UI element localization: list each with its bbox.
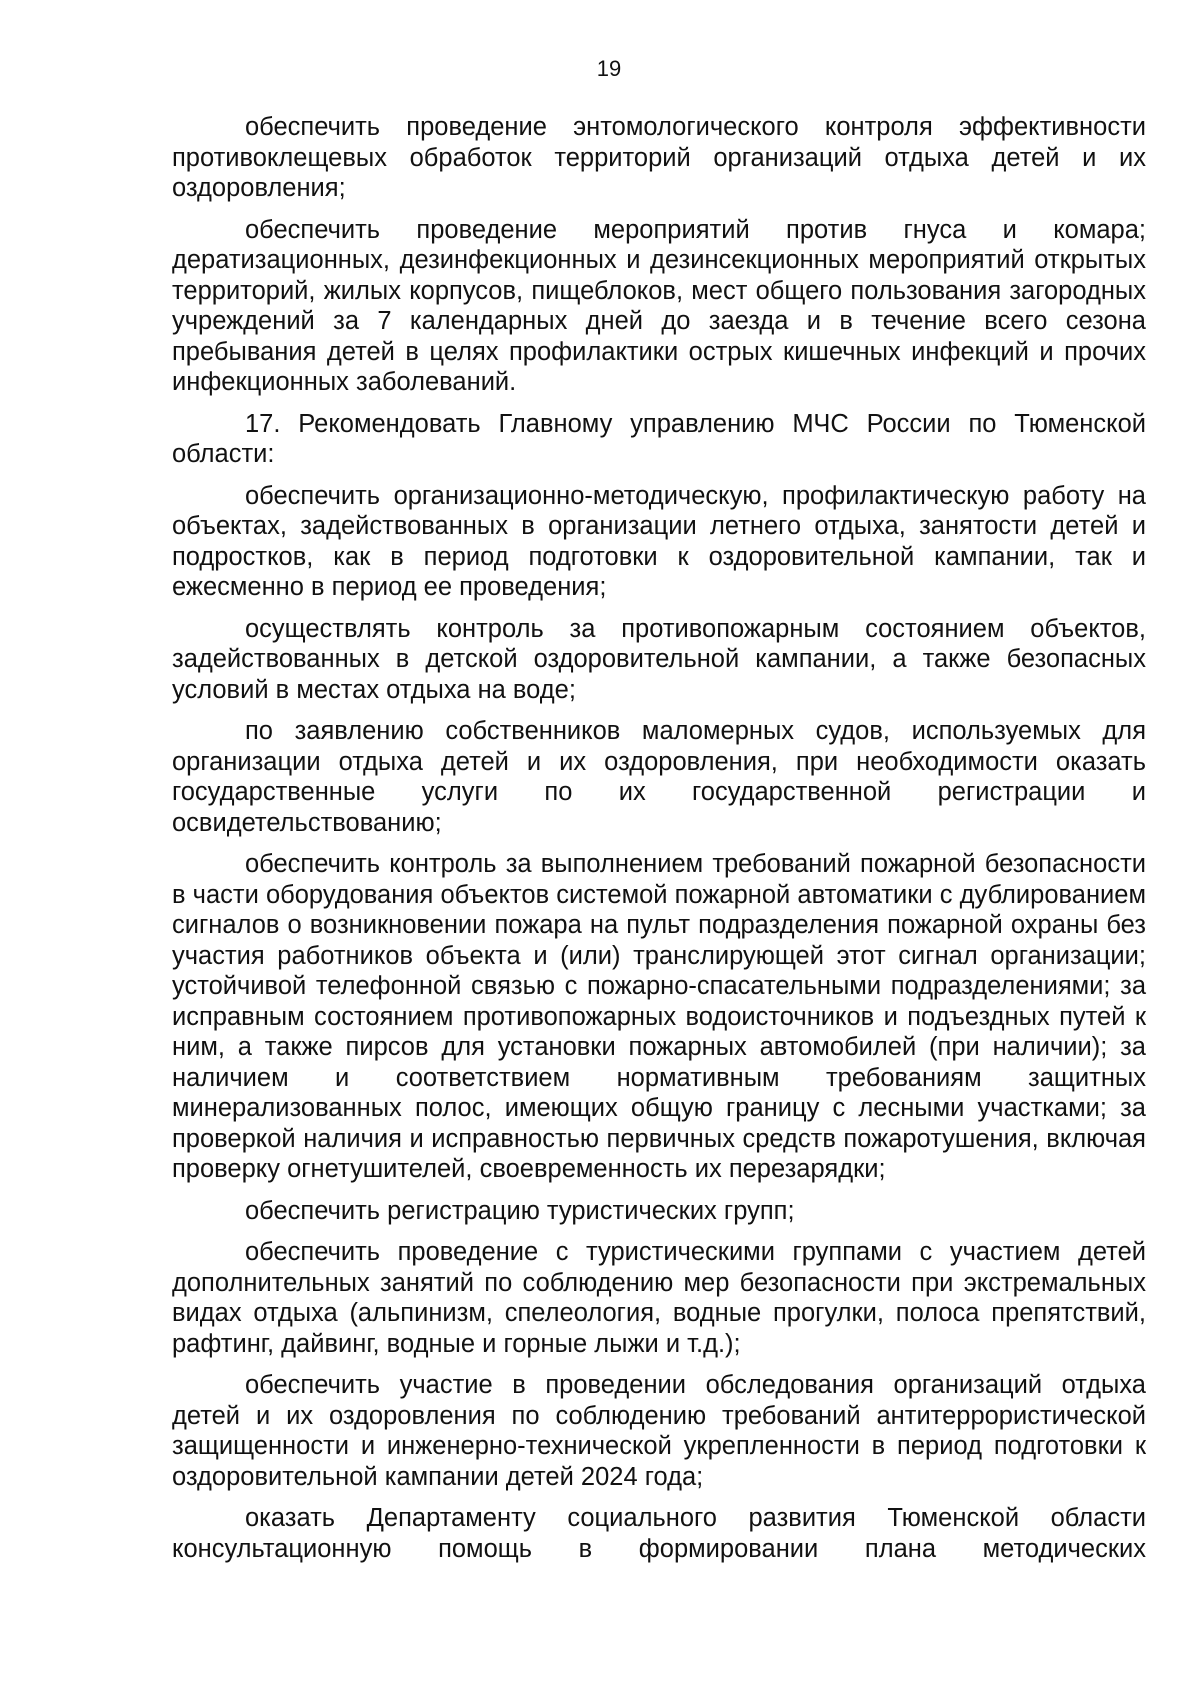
- paragraph-pest-control-measures: обеспечить проведение мероприятий против гнуса и комара; дератизационных, дезинфекционных и дезинсекционных мероприятий открытых территорий, жилых корпусов, пищеблоков, мест общего пользования загородных учреждений за 7 календарных дней до заезда и в течение всего сезона пребывания детей в целях профилактики острых кишечных инфекций и прочих инфекционных заболеваний.: [172, 215, 1146, 396]
- paragraph-methodological-work: обеспечить организационно-методическую, профилактическую работу на объектах, задействованных в организации летнего отдыха, занятости детей и подростков, как в период подготовки к оздоровительной кампании, так и ежесменно в период ее проведения;: [172, 481, 1146, 601]
- paragraph-extreme-recreation-safety: обеспечить проведение с туристическими группами с участием детей дополнительных занятий по соблюдению мер безопасности при экстремальных видах отдыха (альпинизм, спелеология, водные прогулки, полоса препятствий, рафтинг, дайвинг, водные и горные лыжи и т.д.);: [172, 1238, 1146, 1358]
- paragraph-consultation-assistance: оказать Департаменту социального развития Тюменской области консультационную помощь в формировании плана методических: [172, 1504, 1146, 1563]
- document-body: [172, 112, 1146, 1575]
- paragraph-fire-safety-control: осуществлять контроль за противопожарным состоянием объектов, задействованных в детской оздоровительной кампании, а также безопасных условий в местах отдыха на воде;: [172, 614, 1146, 704]
- page-number: 19: [596, 56, 622, 81]
- paragraph-item-17-mchs: 17. Рекомендовать Главному управлению МЧС России по Тюменской области:: [172, 409, 1146, 468]
- paragraph-fire-automation: обеспечить контроль за выполнением требований пожарной безопасности в части оборудования объектов системой пожарной автоматики с дублированием сигналов о возникновении пожара на пульт подразделения пожарной охраны без участия работников объекта и (или) транслирующей этот сигнал организации; устойчивой телефонной связью с пожарно-спасательными подразделениями; за исправным состоянием противопожарных водоисточников и подъездных путей к ним, а также пирсов для установки пожарных автомобилей (при наличии); за наличием и соответствием нормативным требованиям защитных минерализованных полос, имеющих общую границу с лесными участками; за проверкой наличия и исправностью первичных средств пожаротушения, включая проверку огнетушителей, своевременность их перезарядки;: [172, 850, 1146, 1183]
- paragraph-antiterrorism-inspection: обеспечить участие в проведении обследования организаций отдыха детей и их оздоровления по соблюдению требований антитеррористической защищенности и инженерно-технической укрепленности в период подготовки к оздоровительной кампании детей 2024 года;: [172, 1371, 1146, 1491]
- paragraph-small-vessels: по заявлению собственников маломерных судов, используемых для организации отдыха детей и их оздоровления, при необходимости оказать государственные услуги по их государственной регистрации и освидетельствованию;: [172, 717, 1146, 837]
- paragraph-tourist-groups-registration: обеспечить регистрацию туристических групп;: [245, 1196, 795, 1225]
- paragraph-entomological-control: обеспечить проведение энтомологического контроля эффективности противоклещевых обработок территорий организаций отдыха детей и их оздоровления;: [172, 113, 1146, 202]
